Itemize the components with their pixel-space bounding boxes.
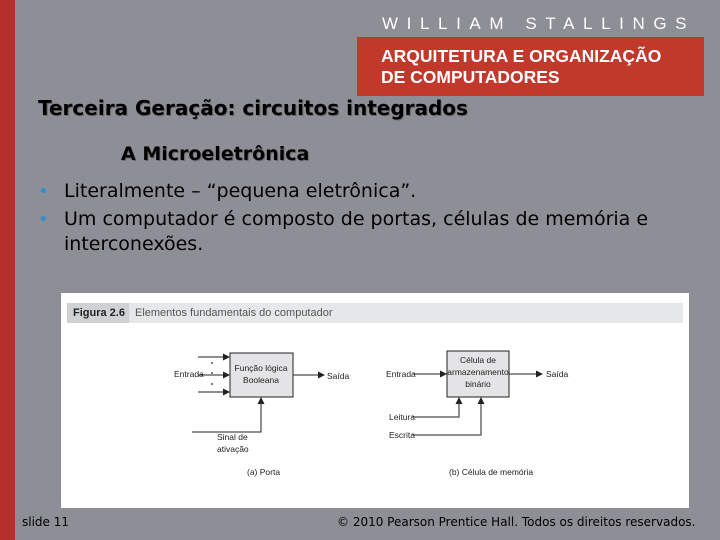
brand-book-title: ARQUITETURA E ORGANIZAÇÃO DE COMPUTADORES bbox=[381, 46, 662, 87]
memory-box-label-1: Célula de bbox=[460, 355, 496, 365]
bullet-text: Um computador é composto de portas, células de memória e interconexões. bbox=[64, 208, 649, 255]
bullet-text: Literalmente – “pequena eletrônica”. bbox=[64, 180, 417, 202]
brand-box bbox=[357, 37, 704, 96]
memory-output-label: Saída bbox=[546, 369, 569, 379]
ellipsis-dot bbox=[211, 362, 213, 364]
ellipsis-dot bbox=[211, 383, 213, 385]
gate-enable-label-1: Sinal de bbox=[217, 432, 248, 442]
bullet-item bbox=[38, 179, 678, 204]
gate-output-label: Saída bbox=[327, 371, 350, 381]
gate-caption: (a) Porta bbox=[247, 467, 281, 477]
memory-input-label: Entrada bbox=[386, 369, 416, 379]
ellipsis-dot bbox=[211, 372, 213, 374]
gate-box-label-2: Booleana bbox=[243, 375, 279, 385]
memory-box-label-3: binário bbox=[465, 379, 491, 389]
brand-author: WILLIAM STALLINGS bbox=[382, 14, 696, 33]
figure-caption: Elementos fundamentais do computador bbox=[135, 307, 333, 319]
memory-read-arrow bbox=[412, 398, 459, 417]
slide-title: Terceira Geração: circuitos integrados bbox=[38, 96, 468, 120]
bullet-item bbox=[38, 207, 678, 257]
memory-read-label: Leitura bbox=[389, 412, 415, 422]
memory-box-label-2: armazenamento bbox=[447, 367, 509, 377]
gate-box-label-1: Função lógica bbox=[234, 363, 288, 373]
left-accent-bar bbox=[0, 0, 15, 540]
figure-panel bbox=[61, 293, 689, 508]
figure-label: Figura 2.6 bbox=[67, 303, 129, 323]
gate-enable-label-2: ativação bbox=[217, 444, 249, 454]
figure-diagram bbox=[61, 293, 689, 508]
gate-input-label: Entrada bbox=[174, 369, 204, 379]
gate-enable-arrow bbox=[192, 398, 261, 432]
bullet-icon: • bbox=[38, 209, 49, 230]
memory-write-label: Escrita bbox=[389, 430, 415, 440]
slide-number: slide 11 bbox=[22, 515, 70, 529]
slide-subtitle: A Microeletrônica bbox=[121, 143, 310, 165]
bullet-list bbox=[38, 179, 678, 260]
copyright-notice: © 2010 Pearson Prentice Hall. Todos os direitos reservados. bbox=[337, 515, 696, 529]
bullet-icon: • bbox=[38, 181, 49, 202]
memory-caption: (b) Célula de memória bbox=[449, 467, 534, 477]
